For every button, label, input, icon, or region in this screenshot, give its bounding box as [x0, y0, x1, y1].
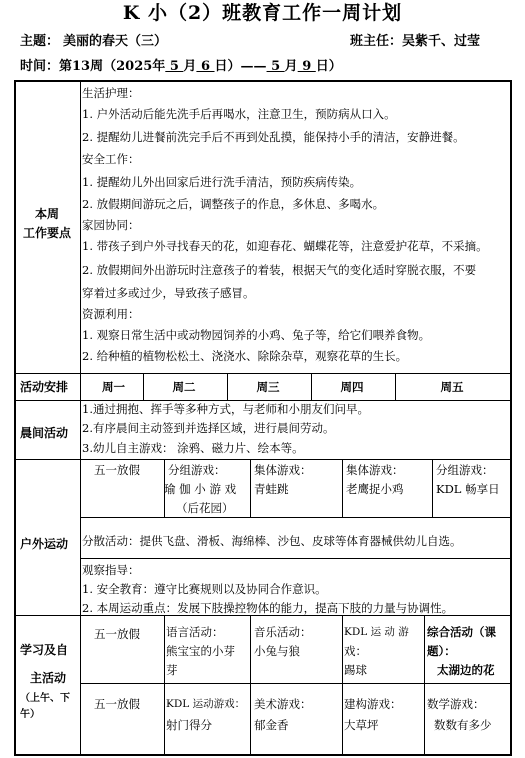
study-r2-friday-1: 数学游戏： [427, 697, 485, 711]
day-tuesday: 周二 [172, 380, 196, 394]
teacher-value: 吴紫千、过莹 [402, 34, 481, 49]
date-line [20, 59, 342, 75]
outdoor-friday-title: 分组游戏： [436, 463, 494, 477]
focus-line-4: 安全工作： [82, 152, 140, 166]
day-monday: 周一 [102, 380, 125, 394]
end-month: 5 [266, 59, 285, 74]
outdoor-tuesday-title: 分组游戏： [168, 463, 226, 477]
focus-line-12: 1. 观察日常生活中或动物园饲养的小鸡、兔子等，给它们喂养食物。 [82, 328, 431, 342]
day-wednesday: 周三 [256, 380, 280, 394]
focus-line-1: 生活护理： [82, 86, 140, 100]
study-r1-thursday-1: KDL 运 动 游 [344, 626, 409, 638]
focus-line-9: 2. 放假期间外出游玩时注意孩子的着装，根据天气的变化适时穿脱衣服，不要 [82, 263, 477, 277]
outdoor-guide-2: 2. 本周运动重点：发展下肢操控物体的能力，提高下肢的力量与协调性。 [82, 601, 454, 615]
morning-line-3: 3.幼儿自主游戏： 涂鸦、磁力片、绘本等。 [82, 441, 304, 455]
study-r1-wednesday-2: 小兔与狼 [254, 644, 300, 658]
outdoor-friday-game: KDL 畅享日 [436, 482, 500, 496]
study-label-4: 午） [20, 709, 40, 720]
focus-line-6: 2. 放假期间游玩之后，调整孩子的作息，多休息、多喝水。 [82, 197, 385, 211]
week-text: 第13周（2025年 [59, 59, 166, 74]
outdoor-tuesday-game: 瑜 伽 小 游 戏 [164, 482, 237, 496]
teacher-label: 班主任： [350, 34, 403, 49]
focus-label-line2: 工作要点 [22, 226, 71, 240]
study-r2-wednesday-1: 美术游戏： [254, 697, 312, 711]
study-label-2: 主活动 [30, 671, 67, 685]
schedule-label: 活动安排 [20, 380, 69, 394]
study-r2-monday: 五一放假 [94, 697, 140, 711]
study-r1-tuesday-2: 熊宝宝的小芽 [166, 644, 235, 658]
day-thursday: 周四 [340, 380, 364, 394]
day-unit: 日）—— [214, 59, 267, 74]
focus-line-7: 家园协同： [82, 218, 140, 232]
focus-line-3: 2. 提醒幼儿进餐前洗完手后不再到处乱摸，能保持小手的清洁，安静进餐。 [82, 130, 465, 144]
study-r1-friday-3: 太湖边的花 [437, 663, 495, 677]
focus-line-13: 2. 给种植的植物松松土、浇浇水、除除杂草，观察花草的生长。 [82, 349, 408, 363]
study-r1-thursday-2: 戏： [344, 644, 367, 658]
study-r1-thursday-3: 踢球 [344, 663, 367, 677]
focus-line-11: 资源利用： [82, 307, 140, 321]
morning-line-2: 2.有序晨间主动签到并选择区域，进行晨间劳动。 [82, 421, 335, 435]
study-r2-tuesday-1: KDL 运动游戏： [166, 698, 246, 710]
study-r2-thursday-1: 建构游戏： [344, 697, 402, 711]
study-r1-wednesday-1: 音乐活动： [254, 625, 312, 639]
study-r1-tuesday-1: 语言活动： [166, 625, 224, 639]
month-unit: 月 [183, 59, 197, 74]
study-r2-friday-2: 数数有多少 [434, 718, 492, 732]
theme-value: 美丽的春天（三） [63, 34, 168, 49]
outdoor-tuesday-place: （后花园） [176, 501, 234, 515]
outdoor-guide-title: 观察指导： [82, 563, 140, 577]
study-r1-friday-1: 综合活动（课 [427, 625, 496, 639]
study-r1-tuesday-3: 芽 [166, 663, 178, 677]
month-unit: 月 [284, 59, 298, 74]
focus-line-2: 1. 户外活动后能先洗手后再喝水，注意卫生，预防病从口入。 [82, 107, 396, 121]
outdoor-wednesday-title: 集体游戏： [254, 463, 312, 477]
page-title: K 小（2）班教育工作一周计划 [122, 2, 403, 24]
focus-line-10: 穿着过多或过少，导致孩子感冒。 [82, 286, 255, 300]
outdoor-guide-1: 1. 安全教育：遵守比赛规则以及协同合作意识。 [82, 582, 327, 596]
theme-label: 主题： [20, 34, 60, 49]
outdoor-label: 户外运动 [20, 537, 69, 551]
study-r1-friday-2: 题）： [427, 644, 456, 658]
day-unit: 日） [315, 59, 342, 74]
outdoor-thursday-game: 老鹰捉小鸡 [346, 482, 404, 496]
start-day: 6 [196, 59, 215, 74]
study-r2-thursday-2: 大草坪 [344, 718, 379, 732]
focus-line-8: 1. 带孩子到户外寻找春天的花，如迎春花、蝴蝶花等，注意爱护花草，不采摘。 [82, 239, 488, 253]
study-label-1: 学习及自 [20, 643, 69, 657]
study-r1-monday: 五一放假 [94, 627, 140, 641]
outdoor-scatter: 分散活动：提供飞盘、滑板、海绵棒、沙包、皮球等体育器械供幼儿自选。 [82, 534, 462, 548]
time-label: 时间： [20, 59, 60, 74]
outdoor-thursday-title: 集体游戏： [346, 463, 404, 477]
morning-label: 晨间活动 [20, 426, 69, 440]
day-friday: 周五 [440, 380, 464, 394]
focus-label-line1: 本周 [34, 207, 59, 221]
focus-line-5: 1. 提醒幼儿外出回家后进行洗手清洁，预防疾病传染。 [82, 175, 362, 189]
outdoor-wednesday-game: 青蛙跳 [254, 482, 289, 496]
end-day: 9 [297, 59, 316, 74]
study-r2-tuesday-2: 射门得分 [166, 718, 212, 732]
study-label-3: （上午、下 [20, 693, 70, 704]
outdoor-monday: 五一放假 [94, 463, 140, 477]
focus-label [16, 205, 78, 243]
start-month: 5 [165, 59, 184, 74]
study-r2-wednesday-2: 郁金香 [254, 718, 289, 732]
morning-line-1: 1.通过拥抱、挥手等多种方式，与老师和小朋友们问早。 [82, 402, 369, 416]
